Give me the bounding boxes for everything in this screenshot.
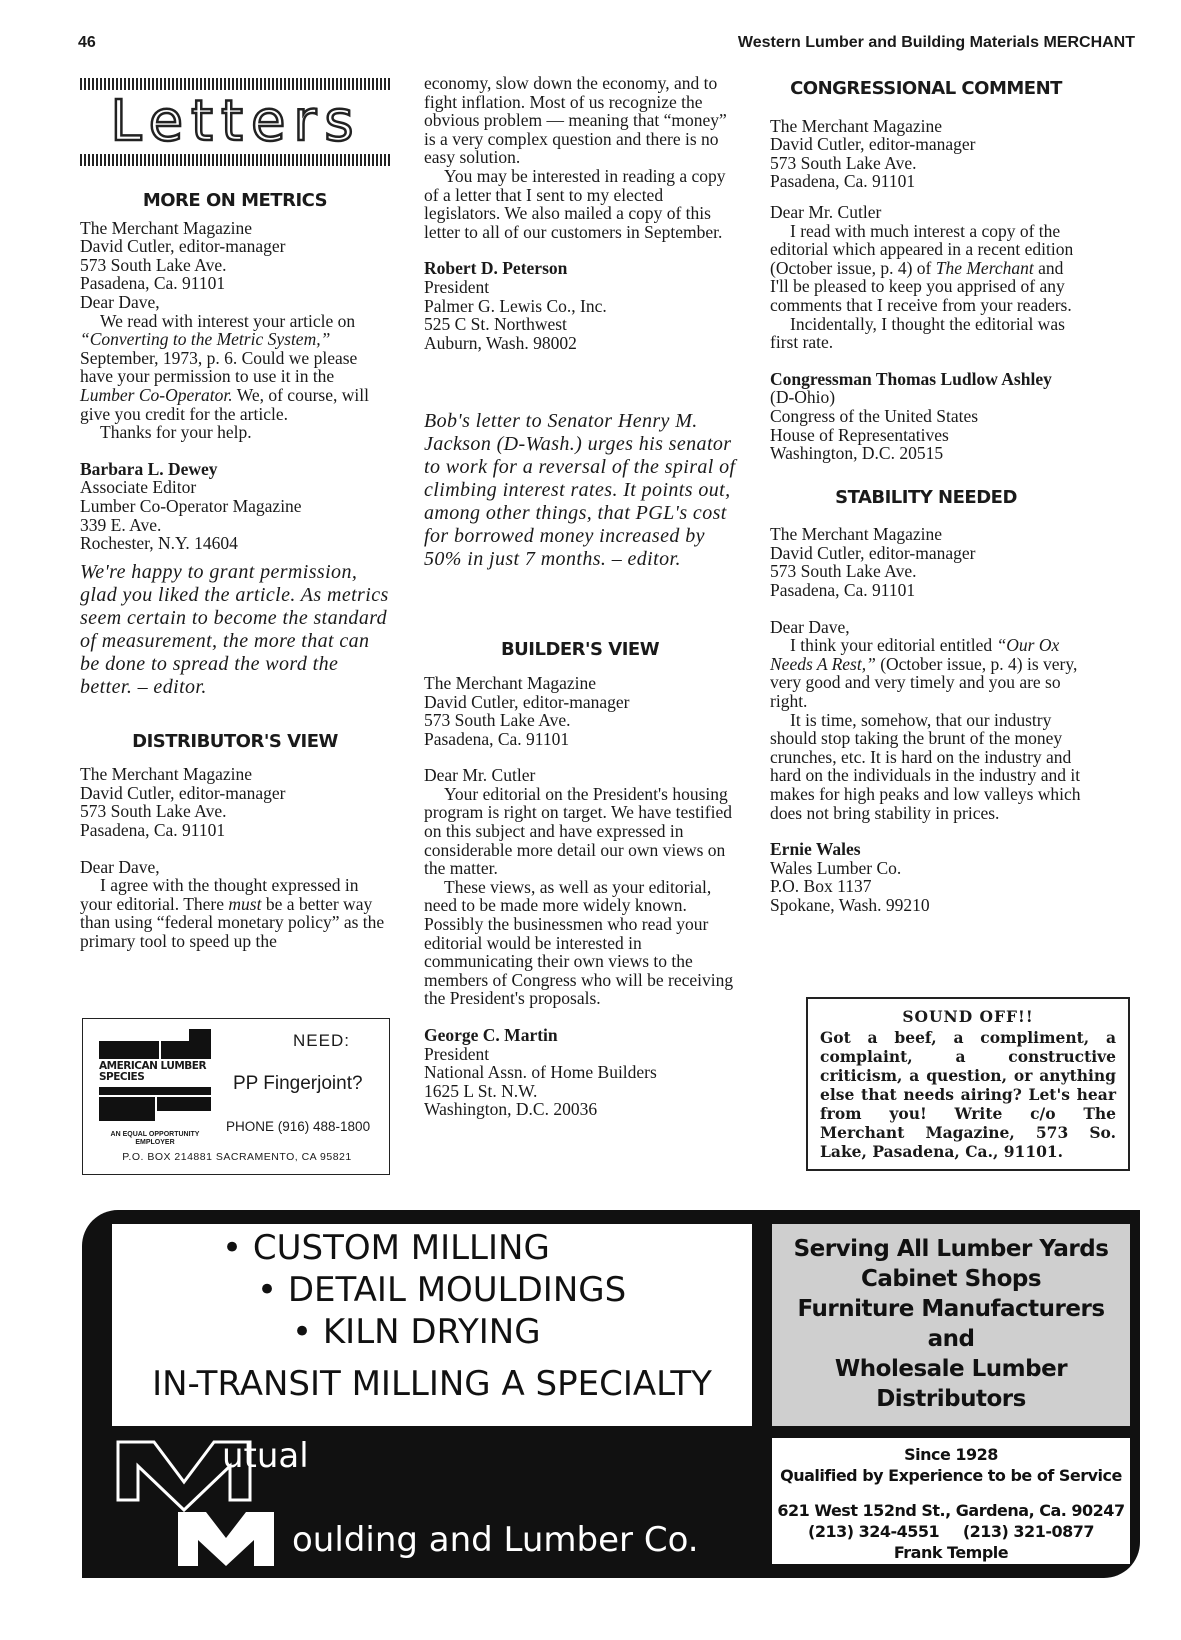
salutation: Dear Mr. Cutler (424, 765, 536, 786)
address-line: 573 South Lake Ave. (770, 152, 917, 173)
letter-body: We read with interest your article on “Converting to the Metric System,” September, 1973, p. 6. Could we please have your permission to use it in the Lumber Co-Operator. We, of course, will give you credit for the article. (80, 310, 369, 424)
address-line: The Merchant Magazine (424, 672, 597, 693)
ad-serving-line: and (927, 1326, 975, 1352)
ad-phone: PHONE (916) 488-1800 (226, 1119, 371, 1134)
address-line: The Merchant Magazine (770, 115, 943, 136)
signature-line: President (424, 276, 490, 297)
ad-address: P.O. BOX 214881 SACRAMENTO, CA 95821 (122, 1151, 352, 1163)
signature-line: 1625 L St. N.W. (424, 1080, 538, 1101)
signature-line: Auburn, Wash. 98002 (424, 332, 577, 353)
sound-off-body: Got a beef, a compliment, a complaint, a constructive criticism, a question, or anything else that needs airing? Let's hear from you! Write c/o The Merchant Magazine, 573 So. Lake, Pasadena, Ca., 91101. (820, 1028, 1116, 1161)
ad-mutual-moulding (82, 1210, 1140, 1578)
ad-product: PP Fingerjoint? (233, 1073, 363, 1094)
signature-line: Spokane, Wash. 99210 (770, 894, 930, 915)
sound-off-box (806, 997, 1130, 1171)
column-3 (770, 80, 1082, 915)
signature-line: 525 C St. Northwest (424, 314, 567, 335)
heading-distributors-view: DISTRIBUTOR'S VIEW (132, 730, 338, 752)
address-line: David Cutler, editor-manager (80, 782, 286, 803)
ad-logo-word: utual (222, 1436, 309, 1476)
ad-logo-text: AMERICAN LUMBER SPECIES (99, 1060, 207, 1083)
signature-line: Rochester, N.Y. 14604 (80, 533, 238, 554)
salutation: Dear Dave, (80, 856, 160, 877)
address-line: David Cutler, editor-manager (770, 542, 976, 563)
salutation: Dear Mr. Cutler (770, 201, 882, 222)
signature: Ernie Wales (770, 839, 861, 860)
address-line: 573 South Lake Ave. (770, 561, 917, 582)
ad-serving-line: Serving All Lumber Yards (793, 1236, 1109, 1262)
ad-bullet: • DETAIL MOULDINGS (257, 1270, 627, 1310)
logo-stripe-bottom (80, 154, 392, 166)
address-line: 573 South Lake Ave. (424, 710, 571, 731)
ad-contact-panel (772, 1438, 1130, 1564)
ad-serving-line: Cabinet Shops (860, 1266, 1042, 1292)
column-1 (80, 192, 390, 951)
address-line: Pasadena, Ca. 91101 (770, 171, 916, 192)
heading-stability-needed: STABILITY NEEDED (835, 486, 1017, 508)
signature-line: Congress of the United States (770, 405, 979, 426)
letter-body: These views, as well as your editorial, need to be made more widely known. Possibly the businessmen who read your editorial would be interested in communicating their own views to the members of Congress who will be receiving the President's proposals. (424, 876, 734, 1009)
heading-more-on-metrics: MORE ON METRICS (142, 190, 328, 211)
signature-line: President (424, 1043, 490, 1064)
heading-builders-view: BUILDER'S VIEW (500, 639, 660, 661)
letter-body: It is time, somehow, that our industry should stop taking the brunt of the money crunches, etc. It is hard on the industry and hard on the individuals in the industry and it makes for high peaks and low valleys which does not bring stability in prices. (770, 709, 1081, 823)
signature-line: Washington, D.C. 20036 (424, 1099, 598, 1120)
ad-address: 621 West 152nd St., Gardena, Ca. 90247 (777, 1501, 1125, 1520)
ad-specialty: IN-TRANSIT MILLING A SPECIALTY (152, 1364, 712, 1404)
address-line: The Merchant Magazine (80, 217, 253, 238)
signature-line: Palmer G. Lewis Co., Inc. (424, 295, 607, 316)
signature: Congressman Thomas Ludlow Ashley (770, 368, 1052, 389)
address-line: David Cutler, editor-manager (770, 134, 976, 155)
signature: Barbara L. Dewey (80, 458, 218, 479)
address-line: The Merchant Magazine (80, 764, 253, 785)
ad-bullet: • KILN DRYING (292, 1312, 541, 1352)
ad-eoe: AN EQUAL OPPORTUNITY EMPLOYER (110, 1131, 200, 1146)
signature-line: National Assn. of Home Builders (424, 1062, 657, 1083)
letter-body: Your editorial on the President's housing program is right on target. We have testified on this subject and have expressed in considerable more detail our own views on the matter. (424, 783, 733, 879)
address-line: Pasadena, Ca. 91101 (80, 820, 226, 841)
signature-line: P.O. Box 1137 (770, 876, 872, 897)
letter-body: I read with much interest a copy of the editorial which appeared in a recent edition (October issue, p. 4) of The Merchant and I'll be pleased to keep you apprised of any comments that I receive from your readers. (770, 220, 1074, 315)
ad-bullet: • CUSTOM MILLING (222, 1228, 550, 1268)
address-line: Pasadena, Ca. 91101 (424, 728, 570, 749)
ad-logo-word: oulding and Lumber Co. (292, 1520, 699, 1560)
address-line: Pasadena, Ca. 91101 (770, 580, 916, 601)
ad-services-panel (112, 1224, 752, 1426)
signature-line: Wales Lumber Co. (770, 857, 902, 878)
signature-line: Lumber Co-Operator Magazine (80, 495, 302, 516)
signature-line: Washington, D.C. 20515 (770, 443, 944, 464)
ad-contact-name: Frank Temple (893, 1543, 1009, 1562)
ad-serving-panel (772, 1224, 1130, 1426)
salutation: Dear Dave, (770, 616, 850, 637)
editor-reply: Bob's letter to Senator Henry M. Jackson (D-Wash.) urges his senator to work for a reversal of the spiral of climbing interest rates. It points out, among other things, that PGL's cost for borrowed money increased by 50% in just 7 months. – editor. (424, 410, 736, 571)
letter-body: I agree with the thought expressed in your editorial. There must be a better way than using “federal monetary policy” as the primary tool to speed up the (80, 875, 385, 952)
ad-since: Since 1928 (904, 1445, 998, 1464)
ad-need: NEED: (293, 1031, 350, 1050)
closing: Thanks for your help. (100, 422, 252, 443)
signature-line: (D-Ohio) (770, 387, 836, 408)
salutation: Dear Dave, (80, 291, 160, 312)
ad-qualified: Qualified by Experience to be of Service (780, 1466, 1122, 1485)
ad-phones (772, 1521, 1130, 1542)
signature-line: 339 E. Ave. (80, 514, 162, 535)
ad-serving-line: Furniture Manufacturers (797, 1296, 1105, 1322)
address-line: 573 South Lake Ave. (80, 801, 227, 822)
column-2 (424, 74, 736, 1119)
heading-congressional-comment: CONGRESSIONAL COMMENT (790, 78, 1062, 99)
ad-serving-line: Wholesale Lumber Distributors (834, 1356, 1068, 1412)
address-line: 573 South Lake Ave. (80, 254, 227, 275)
signature: George C. Martin (424, 1025, 558, 1045)
ad-phone: (213) 321-0877 (962, 1522, 1094, 1541)
address-line: Pasadena, Ca. 91101 (80, 273, 226, 294)
signature-line: Associate Editor (80, 477, 197, 498)
address-line: David Cutler, editor-manager (80, 236, 286, 257)
letter-continuation: economy, slow down the economy, and to fight inflation. Most of us recognize the obvious problem — meaning that “money” is a very complex question and there is no easy solution. (424, 73, 727, 168)
letters-logo-word: Letters (110, 89, 362, 154)
letter-body: You may be interested in reading a copy of a letter that I sent to my elected legislators. We also mailed a copy of this letter to all of our customers in September. (424, 165, 726, 242)
editor-reply: We're happy to grant permission, glad you liked the article. As metrics seem certain to become the standard of measurement, the more that can be done to spread the word the better. – editor. (80, 560, 389, 698)
signature-line: House of Representatives (770, 424, 949, 445)
letter-body: I think your editorial entitled “Our Ox Needs A Rest,” (October issue, p. 4) is very, very good and very timely and you are so right. (770, 635, 1078, 712)
letters-logo (80, 78, 392, 166)
sound-off-title: SOUND OFF!! (902, 1007, 1034, 1026)
letter-body: Incidentally, I thought the editorial was first rate. (770, 313, 1065, 353)
address-line: David Cutler, editor-manager (424, 691, 630, 712)
page-number: 46 (78, 34, 96, 51)
publication-title: Western Lumber and Building Materials MERCHANT (737, 34, 1135, 51)
ad-phone: (213) 324-4551 (808, 1522, 940, 1541)
ad-american-lumber-species (82, 1018, 390, 1175)
signature: Robert D. Peterson (424, 258, 568, 279)
address-line: The Merchant Magazine (770, 524, 943, 545)
